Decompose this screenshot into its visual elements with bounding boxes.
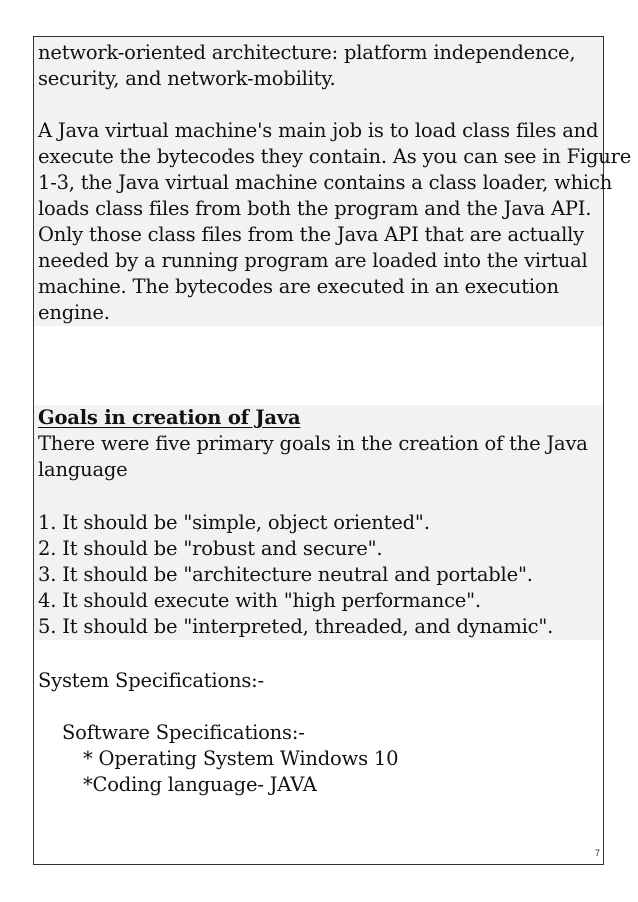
- jvm-line-1: A Java virtual machine's main job is to load class files and: [38, 119, 599, 142]
- jvm-line-2: execute the bytecodes they contain. As you can see in Figure: [38, 145, 632, 168]
- goal-item-1: 1. It should be "simple, object oriented".: [38, 511, 430, 534]
- software-specs-heading: Software Specifications:-: [62, 721, 305, 744]
- goal-item-2: 2. It should be "robust and secure".: [38, 537, 383, 560]
- intro-line-1: network-oriented architecture: platform independence,: [38, 41, 576, 64]
- jvm-line-3: 1-3, the Java virtual machine contains a class loader, which: [38, 171, 613, 194]
- intro-line-2: security, and network-mobility.: [38, 67, 336, 90]
- jvm-line-4: loads class files from both the program and the Java API.: [38, 197, 592, 220]
- jvm-line-8: engine.: [38, 301, 110, 324]
- software-spec-os: * Operating System Windows 10: [83, 747, 399, 770]
- software-spec-language: *Coding language- JAVA: [83, 773, 317, 796]
- goals-heading: Goals in creation of Java: [38, 406, 301, 429]
- goal-item-5: 5. It should be "interpreted, threaded, and dynamic".: [38, 615, 554, 638]
- goals-intro-line-2: language: [38, 458, 128, 481]
- jvm-line-7: machine. The bytecodes are executed in an execution: [38, 275, 559, 298]
- jvm-line-6: needed by a running program are loaded into the virtual: [38, 249, 588, 272]
- page-number: 7: [594, 848, 600, 858]
- goal-item-4: 4. It should execute with "high performance".: [38, 589, 481, 612]
- jvm-line-5: Only those class files from the Java API that are actually: [38, 223, 584, 246]
- goals-intro-line-1: There were five primary goals in the creation of the Java: [38, 432, 588, 455]
- goal-item-3: 3. It should be "architecture neutral and portable".: [38, 563, 533, 586]
- system-specs-heading: System Specifications:-: [38, 669, 264, 692]
